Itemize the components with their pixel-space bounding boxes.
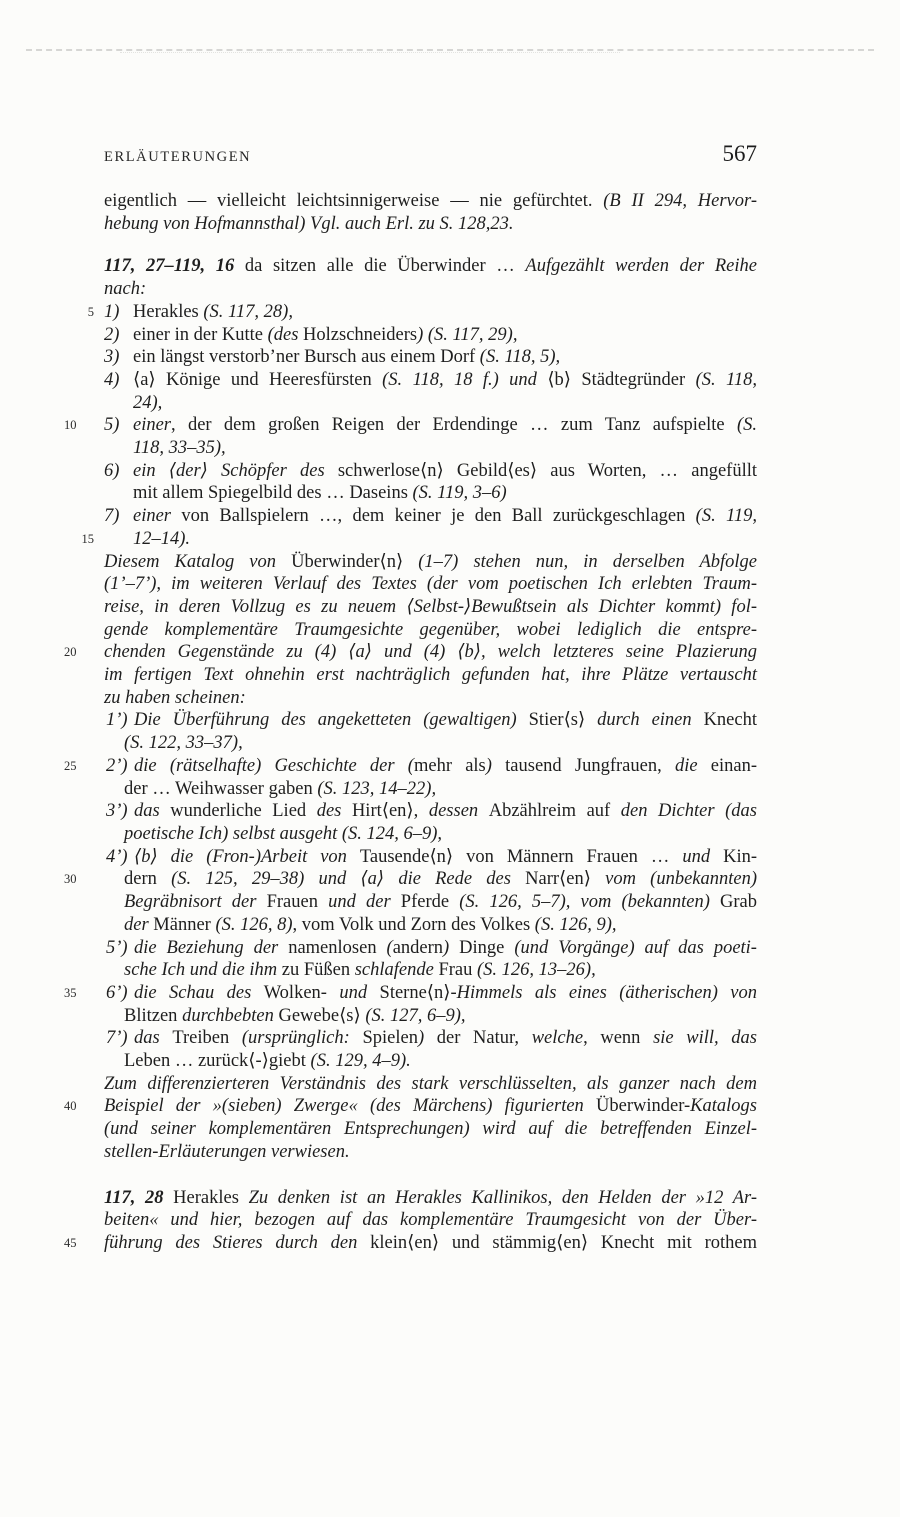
- text-segment: das: [134, 1028, 173, 1049]
- list-marker: 3’): [106, 801, 128, 822]
- text-line: [104, 687, 757, 710]
- text-segment: die (rätselhafte) Geschichte der (: [134, 755, 414, 776]
- text-segment: Himmels als eines (ätherischen) von: [456, 982, 757, 1003]
- text-line: [104, 460, 757, 483]
- text-line: [104, 551, 757, 574]
- text-segment: dessen: [428, 801, 489, 822]
- text-segment: (S. 126, 13–26),: [477, 960, 596, 981]
- list-marker: 7’): [106, 1028, 128, 1049]
- text-segment: Zum differenzierteren Verständnis des stark verschlüsselten, als ganzer nach dem: [104, 1073, 757, 1094]
- text-line: [104, 800, 757, 823]
- list-marker: 2’): [106, 755, 128, 776]
- text-segment: ): [485, 755, 506, 776]
- text-segment: 117, 28: [104, 1187, 164, 1208]
- text-segment: , vom Volk und Zorn des Volkes: [292, 914, 535, 935]
- text-segment: Gewebe⟨s⟩: [278, 1005, 366, 1026]
- margin-line-number: 30: [64, 872, 77, 887]
- text-segment: Diesem Katalog von: [104, 551, 292, 572]
- text-line: [104, 1209, 757, 1232]
- text-segment: gende komplementäre Traumgesichte gegenüber, wobei lediglich die entspre-: [104, 619, 757, 640]
- text-segment: (1’–7’), im weiteren Verlauf des Textes (der vom poetischen Ich erlebten Traum-: [104, 574, 757, 595]
- text-segment: chenden Gegenstände zu (4) ⟨a⟩ und (4) ⟨b⟩, welch letzteres seine Plazierung: [104, 642, 757, 663]
- text-segment: Herakles: [163, 1187, 249, 1208]
- list-marker: 7): [104, 506, 120, 527]
- text-segment: (des: [267, 324, 304, 345]
- text-segment: 117, 27–119, 16: [104, 256, 235, 277]
- text-segment: (S. 119,: [695, 506, 757, 527]
- text-segment: Herakles: [133, 301, 204, 322]
- text-segment: führung des Stieres durch den: [104, 1232, 371, 1253]
- text-segment: die Beziehung der: [134, 937, 289, 958]
- text-segment: die: [674, 755, 711, 776]
- text-line: [104, 959, 757, 982]
- text-segment: ⟨a⟩ Könige und Heeresfürsten: [133, 369, 383, 390]
- text-segment: Begräbnisort der: [124, 892, 267, 913]
- text-segment: (S. 119, 3–6): [412, 483, 507, 504]
- text-segment: tausend Jungfrauen,: [505, 755, 675, 776]
- text-segment: im fertigen Text ohnehin erst nachträglich gefunden hat, ihre Plätze vertauscht: [104, 665, 757, 686]
- text-segment: Abzählreim auf: [488, 801, 621, 822]
- text-line: [104, 255, 757, 278]
- text-segment: Sterne⟨n⟩-: [379, 982, 457, 1003]
- text-line: [64, 641, 757, 664]
- margin-line-number: 40: [64, 1099, 77, 1114]
- text-segment: und: [339, 982, 380, 1003]
- text-segment: die Schau des: [134, 982, 264, 1003]
- text-line: [104, 1005, 757, 1028]
- text-line: [104, 392, 757, 415]
- text-line: [104, 619, 757, 642]
- text-line: [104, 1187, 757, 1210]
- scan-artifact-line-2: [120, 52, 620, 53]
- text-segment: Überwinder-: [596, 1096, 691, 1117]
- text-segment: (S. 117, 28),: [203, 301, 293, 322]
- text-segment: Holzschneiders: [303, 324, 418, 345]
- text-line: [64, 414, 757, 437]
- margin-line-number: 35: [64, 985, 77, 1000]
- text-segment: Zu denken ist an Herakles Kallinikos, den Helden der »12 Ar-: [248, 1187, 757, 1208]
- text-segment: Treiben: [172, 1028, 242, 1049]
- text-segment: durch einen: [597, 710, 704, 731]
- text-segment: eigentlich — vielleicht leichtsinnigerweise — nie gefürchtet.: [104, 191, 604, 211]
- text-segment: (und seiner komplementären Entsprechungen) wird auf die betreffenden Einzel-: [104, 1119, 757, 1140]
- text-line: [104, 1050, 757, 1073]
- text-segment: ): [417, 1028, 437, 1049]
- text-segment: Narr⟨en⟩: [525, 869, 606, 890]
- text-segment: (S. 122, 33–37),: [124, 733, 243, 754]
- text-segment: ⟨b⟩ die (Fron-)Arbeit von: [134, 846, 360, 867]
- text-segment: Kin-: [723, 846, 757, 867]
- scan-artifact-line: [26, 49, 874, 51]
- page-number: 567: [722, 141, 757, 166]
- text-segment: Frauen: [266, 892, 329, 913]
- running-header: [104, 141, 757, 167]
- text-line: [104, 278, 757, 301]
- margin-line-number: 25: [64, 758, 77, 773]
- text-line: [64, 868, 758, 891]
- text-line: [104, 369, 757, 392]
- text-segment: schwerlose⟨n⟩ Gebild⟨es⟩ aus Worten, … angefüllt: [337, 460, 757, 481]
- text-segment: Männer: [153, 914, 216, 935]
- list-marker: 4’): [106, 846, 128, 867]
- text-segment: poetische Ich) selbst ausgeht (S. 124, 6–9),: [124, 823, 443, 844]
- text-segment: namenlosen: [288, 937, 387, 958]
- text-line: [104, 482, 757, 505]
- margin-line-number: 45: [64, 1235, 77, 1250]
- text-segment: 12–14).: [133, 528, 191, 549]
- text-segment: der Natur,: [436, 1028, 532, 1049]
- text-segment: Überwinder⟨n⟩: [291, 551, 419, 572]
- text-segment: da sitzen alle die Überwinder …: [234, 256, 526, 277]
- text-segment: (ursprünglich:: [241, 1028, 363, 1049]
- text-line: [104, 346, 757, 369]
- text-segment: Wolken-: [263, 982, 340, 1003]
- text-line: [104, 596, 757, 619]
- list-marker: 6’): [106, 982, 128, 1003]
- text-line: [104, 573, 757, 596]
- text-segment: Aufgezählt werden der Reihe: [525, 256, 757, 277]
- list-marker: 4): [104, 369, 120, 390]
- text-segment: ) (S. 117, 29),: [417, 324, 518, 345]
- text-segment: einan-: [710, 755, 757, 776]
- text-segment: einer: [133, 506, 182, 527]
- text-line: [64, 755, 757, 778]
- text-line: [104, 1073, 757, 1096]
- text-segment: Die Überführung des angeketteten (gewaltigen): [134, 710, 529, 731]
- text-line: [104, 709, 757, 732]
- text-segment: zu Füßen: [281, 960, 355, 981]
- text-segment: (S. 125, 29–38) und ⟨a⟩ die Rede des: [171, 869, 526, 890]
- text-segment: (S.: [736, 415, 757, 436]
- text-segment: der … Weihwasser gaben: [124, 778, 318, 799]
- text-segment: Grab: [720, 892, 757, 913]
- text-segment: (: [386, 937, 393, 958]
- text-segment: Tausende⟨n⟩ von Männern Frauen …: [359, 846, 683, 867]
- text-segment: mit allem Spiegelbild des … Daseins: [133, 483, 413, 504]
- text-segment: zu haben scheinen:: [104, 687, 246, 708]
- text-segment: beiten« und hier, bezogen auf das komplementäre Traumgesicht von der Über-: [104, 1210, 757, 1231]
- text-segment: klein⟨en⟩ und stämmig⟨en⟩ Knecht mit rothem: [370, 1232, 757, 1253]
- text-segment: (S. 118, 18 f.) und: [382, 369, 548, 390]
- text-segment: ein längst verstorb’ner Bursch aus einem Dorf: [133, 347, 480, 368]
- text-segment: 118, 33–35),: [133, 438, 226, 459]
- text-line: [104, 914, 757, 937]
- text-segment: (1–7) stehen nun, in derselben Abfolge: [418, 551, 757, 572]
- text-segment: Frau: [438, 960, 477, 981]
- text-segment: , wenn: [583, 1028, 654, 1049]
- text-line: [104, 937, 757, 960]
- text-segment: den Dichter (das: [620, 801, 757, 822]
- text-segment: Dinge: [459, 937, 515, 958]
- text-segment: Leben … zurück⟨-⟩giebt: [124, 1051, 311, 1072]
- list-marker: 5’): [106, 937, 128, 958]
- text-segment: (S. 126, 9),: [534, 914, 617, 935]
- text-line: [64, 982, 757, 1005]
- text-line: [104, 846, 757, 869]
- text-segment: mehr als: [413, 755, 486, 776]
- text-segment: der: [124, 914, 154, 935]
- text-segment: Blitzen: [124, 1005, 183, 1026]
- text-segment: welche: [531, 1028, 584, 1049]
- text-segment: (S. 118,: [695, 369, 757, 390]
- text-segment: (S. 123, 14–22),: [317, 778, 437, 799]
- text-segment: dern: [124, 869, 172, 890]
- text-segment: Katalogs: [690, 1096, 757, 1117]
- text-line: [104, 891, 757, 914]
- text-segment: Hirt⟨en⟩,: [351, 801, 429, 822]
- list-marker: 1): [104, 301, 120, 322]
- text-segment: (S. 127, 6–9),: [365, 1005, 466, 1026]
- text-segment: andern: [392, 937, 444, 958]
- text-segment: Spielen: [362, 1028, 418, 1049]
- margin-line-number: 5: [87, 304, 94, 319]
- text-segment: und: [682, 846, 724, 867]
- text-line: [104, 437, 757, 460]
- margin-line-number: 10: [64, 418, 77, 433]
- text-segment: das: [134, 801, 171, 822]
- text-segment: hebung von Hofmannsthal) Vgl. auch Erl. zu S. 128,23.: [104, 213, 514, 234]
- text-segment: , der dem großen Reigen der Erdendinge … zum Tanz aufspielte: [171, 415, 737, 436]
- text-line: [64, 1095, 757, 1118]
- text-segment: Pferde: [400, 892, 460, 913]
- margin-line-number: 20: [64, 645, 77, 660]
- text-segment: ein ⟨der⟩ Schöpfer des: [133, 460, 338, 481]
- text-segment: sie will, das: [653, 1028, 757, 1049]
- text-segment: stellen-Erläuterungen verwiesen.: [104, 1141, 350, 1162]
- text-segment: und der: [328, 892, 401, 913]
- text-segment: (S. 118, 5),: [479, 347, 561, 368]
- text-segment: reise, in deren Vollzug es zu neuem ⟨Selbst-⟩Bewußtsein als Dichter kommt) fol-: [104, 596, 757, 617]
- text-line: [64, 1232, 757, 1255]
- text-line: [104, 823, 757, 846]
- text-segment: Stier⟨s⟩: [528, 710, 598, 731]
- text-segment: von Ballspielern …, dem keiner je den Ball zurückgeschlagen: [181, 506, 696, 527]
- text-line: [87, 301, 757, 324]
- text-line: [104, 732, 757, 755]
- margin-line-number: 15: [81, 531, 94, 546]
- text-segment: nach:: [104, 279, 147, 300]
- list-marker: 2): [104, 324, 120, 345]
- text-segment: (und Vorgänge) auf das poeti-: [514, 937, 757, 958]
- text-line: [104, 213, 757, 236]
- text-segment: schlafende: [354, 960, 439, 981]
- text-segment: einer: [133, 415, 172, 436]
- text-segment: ): [443, 937, 460, 958]
- text-segment: 24),: [133, 392, 163, 413]
- text-line: [104, 664, 757, 687]
- text-line: [81, 528, 757, 551]
- list-marker: 3): [104, 347, 120, 368]
- list-marker: 6): [104, 460, 120, 481]
- text-line: [104, 1141, 757, 1164]
- text-segment: vom (unbekannten): [605, 869, 758, 890]
- text-segment: (S. 126, 5–7), vom (bekannten): [459, 892, 720, 913]
- text-segment: Knecht: [703, 710, 757, 731]
- text-segment: Beispiel der »(sieben) Zwerge« (des Märchens) figurierten: [104, 1096, 597, 1117]
- text-segment: (S. 126, 8): [215, 914, 293, 935]
- text-line: [104, 778, 757, 801]
- text-line: [104, 324, 757, 347]
- text-segment: (S. 129, 4–9).: [310, 1051, 411, 1072]
- text-line: [104, 1118, 757, 1141]
- text-segment: wunderliche Lied: [170, 801, 317, 822]
- text-block: [64, 190, 758, 1255]
- text-segment: des: [316, 801, 352, 822]
- text-line: [104, 190, 757, 213]
- text-segment: (B II 294, Hervor-: [603, 191, 757, 211]
- running-title: ERLÄUTERUNGEN: [104, 149, 252, 165]
- list-marker: 1’): [106, 710, 128, 731]
- text-line: [104, 1027, 757, 1050]
- list-marker: 5): [104, 415, 120, 436]
- text-line: [104, 505, 757, 528]
- text-segment: ⟨b⟩ Städtegründer: [547, 369, 696, 390]
- text-segment: durchbebten: [182, 1005, 279, 1026]
- text-segment: einer in der Kutte: [133, 324, 268, 345]
- text-segment: sche Ich und die ihm: [124, 960, 282, 981]
